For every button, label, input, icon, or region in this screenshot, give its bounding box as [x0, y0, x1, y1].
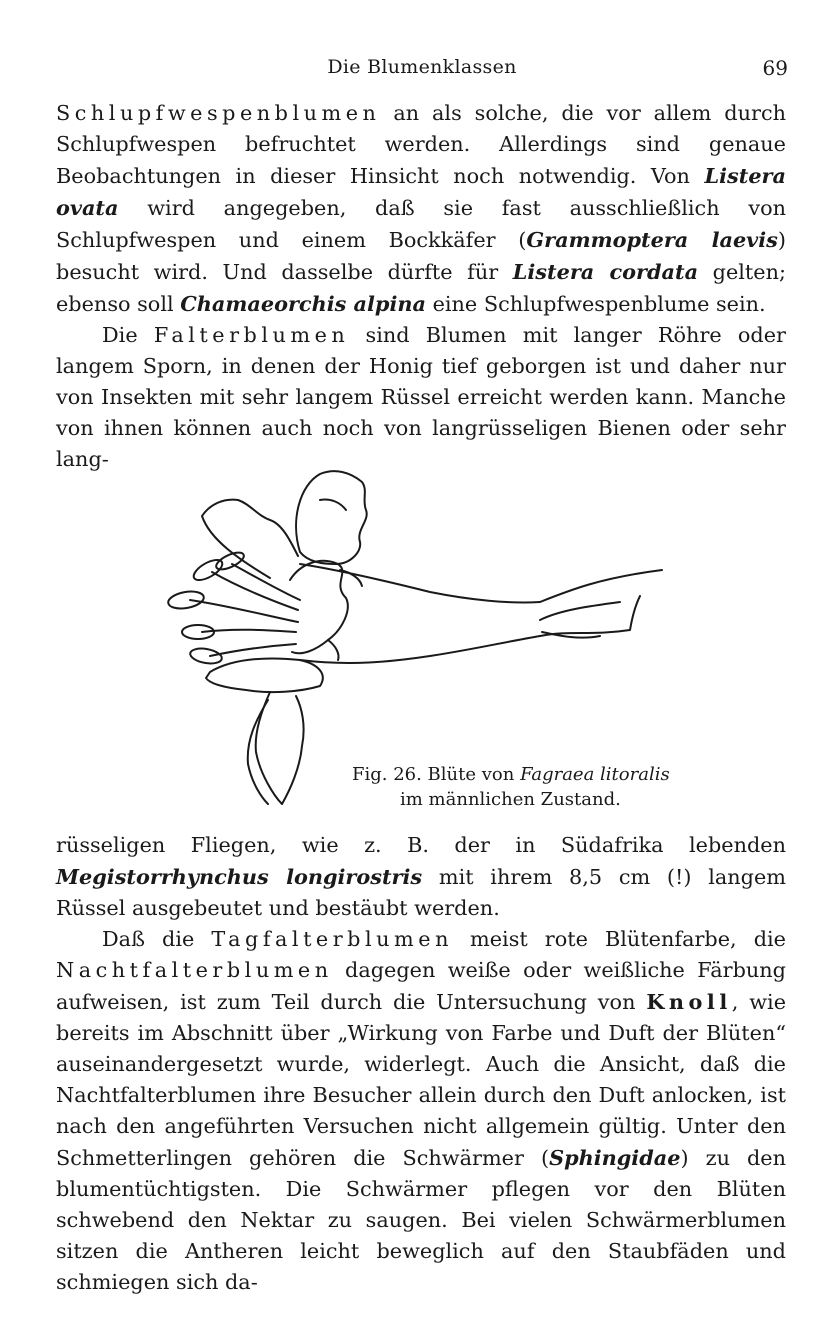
taxon-name: Sphingidae — [549, 1145, 681, 1170]
text-run: an als solche, die vor allem durch Schlupfwespen befruchtet werden. Allerdings sind genaue Beobachtungen in dieser Hinsicht noch notwendig. Von — [56, 101, 786, 188]
text-run: dagegen weiße oder weißliche Färbung aufweisen, ist zum Teil durch die Untersuchung von — [56, 958, 786, 1014]
text-run: eine Schlupfwespenblume sein. — [425, 292, 766, 316]
running-header — [56, 52, 788, 84]
paragraph-schlupfwespenblumen — [56, 98, 786, 320]
text-run: Daß die — [102, 927, 212, 951]
species-name: Listera ovata — [56, 163, 786, 220]
author-name: Knoll — [646, 989, 732, 1014]
species-name: Listera cordata — [512, 259, 699, 284]
spaced-term: Nachtfalterblumen — [56, 958, 333, 982]
text-block-top — [56, 98, 786, 475]
text-run: gelten; ebenso soll — [56, 260, 786, 316]
paragraph-continued — [56, 830, 786, 924]
running-title: Die Blumenklassen — [327, 56, 517, 78]
text-run: Die — [102, 323, 154, 347]
text-run: wird angegeben, daß sie fast ausschließlich von Schlupfwespen und einem Bockkäfer ( — [56, 196, 786, 252]
spaced-term: Tagfalterblumen — [211, 927, 453, 951]
text-run: , wie bereits im Abschnitt über „Wirkung von Farbe und Duft der Blüten“ auseinandergesetzt wurde, widerlegt. Auch die Ansicht, daß die Nachtfalterblumen ihre Besucher allein durch den Duft anlocken, ist nach den angeführten Versuchen nicht allgemein gültig. Unter den Schmetterlingen gehören die Schwärmer ( — [56, 990, 786, 1170]
caption-prefix: Fig. 26. Blüte von — [352, 764, 521, 785]
caption-line-2: im männlichen Zustand. — [400, 789, 621, 810]
spaced-term: Schlupfwespenblumen — [56, 101, 381, 125]
paragraph-tagfalterblumen — [56, 924, 786, 1298]
figure-26 — [150, 460, 710, 816]
caption-line-1 — [352, 762, 712, 787]
species-name: Chamaeorchis alpina — [180, 291, 426, 316]
text-run: ) zu den blumentüchtigsten. Die Schwärmer pflegen vor den Blüten schwebend den Nektar zu saugen. Bei vielen Schwärmerblumen sitzen die Antheren leicht beweglich auf den Staubfäden und schmiegen sich da- — [56, 1146, 786, 1294]
figure-caption — [352, 762, 712, 812]
text-block-bottom — [56, 830, 786, 1298]
text-run: ) besucht wird. Und dasselbe dürfte für — [56, 228, 786, 284]
species-name: Grammoptera laevis — [526, 227, 778, 252]
spaced-term: Falterblumen — [153, 323, 350, 347]
caption-species: Fagraea litoralis — [520, 764, 670, 785]
text-run: sind Blumen mit langer Röhre oder langem Sporn, in denen der Honig tief geborgen ist und daher nur von Insekten mit sehr langem Rüssel erreicht werden kann. Manche von ihnen können auch noch von langrüsseligen Bienen oder sehr lang- — [56, 323, 786, 471]
text-run: meist rote Blütenfarbe, die — [452, 927, 786, 951]
species-name: Megistorrhynchus longirostris — [56, 864, 423, 889]
text-run: mit ihrem 8,5 cm (!) langem Rüssel ausgebeutet und bestäubt werden. — [56, 865, 786, 920]
text-run: rüsseligen Fliegen, wie z. B. der in Südafrika lebenden — [56, 833, 786, 857]
page-number: 69 — [762, 56, 788, 80]
paragraph-falterblumen — [56, 320, 786, 475]
